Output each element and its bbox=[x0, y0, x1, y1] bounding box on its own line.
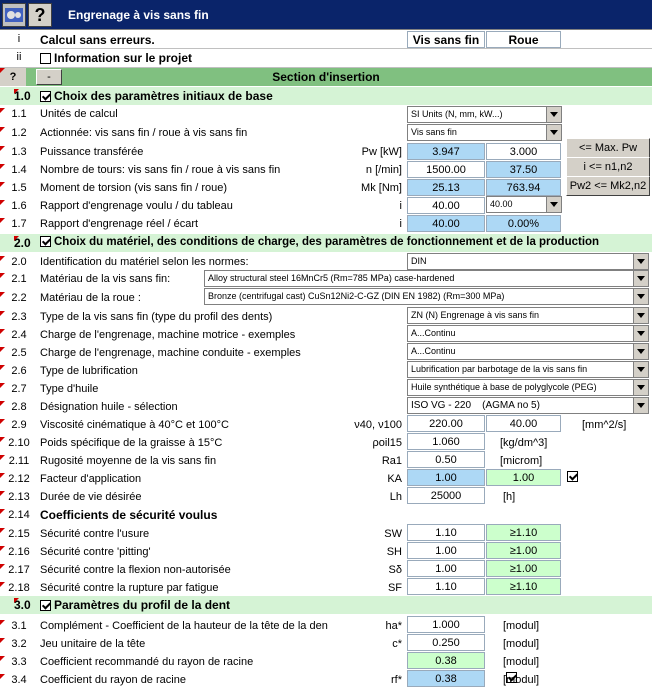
project-info-label: Information sur le projet bbox=[54, 51, 193, 65]
symbol-addendum-coefficient: ha* bbox=[385, 620, 402, 632]
section-1-header bbox=[0, 87, 652, 105]
viscosity-100-input[interactable]: 40.00 bbox=[486, 415, 561, 432]
driving-load-value: A...Continu bbox=[411, 328, 456, 338]
help-button[interactable]: ? bbox=[28, 3, 52, 27]
driving-load-dropdown[interactable] bbox=[407, 325, 649, 342]
viscosity-40-input[interactable]: 220.00 bbox=[407, 415, 485, 432]
row-number: 2.9 bbox=[0, 419, 38, 431]
label-safety-coefficients: Coefficients de sécurité voulus bbox=[40, 508, 218, 522]
chevron-down-icon[interactable] bbox=[546, 125, 561, 140]
row-number: 2.14 bbox=[0, 509, 38, 521]
project-info-checkbox[interactable] bbox=[40, 53, 51, 64]
material-standard-value: DIN bbox=[411, 256, 427, 266]
section-2-checkbox[interactable] bbox=[40, 236, 51, 247]
section-3-checkbox[interactable] bbox=[40, 600, 51, 611]
torque-wheel-value: 763.94 bbox=[486, 179, 561, 196]
chevron-down-icon[interactable] bbox=[633, 380, 648, 395]
label-roughness: Rugosité moyenne de la vis sans fin bbox=[40, 455, 217, 467]
symbol-oil-density: ρoil15 bbox=[372, 437, 402, 449]
roughness-input[interactable]: 0.50 bbox=[407, 451, 485, 468]
safety-fatigue-input[interactable]: 1.10 bbox=[407, 578, 485, 595]
row-number: 1.6 bbox=[0, 200, 38, 212]
recommended-root-radius-unit: [modul] bbox=[503, 656, 540, 668]
safety-fatigue-recommended: ≥1.10 bbox=[486, 578, 561, 595]
label-worm-type: Type de la vis sans fin (type du profil des dents) bbox=[40, 311, 273, 323]
label-oil-type: Type d'huile bbox=[40, 383, 99, 395]
lubrication-dropdown[interactable] bbox=[407, 361, 649, 378]
row-number: 2.18 bbox=[0, 582, 38, 594]
symbol-torque: Mk [Nm] bbox=[361, 182, 402, 194]
chevron-down-icon[interactable] bbox=[633, 271, 648, 286]
symbol-safety-pitting: SH bbox=[386, 546, 402, 558]
row-number: 1.1 bbox=[0, 108, 38, 120]
symbol-service-life: Lh bbox=[389, 491, 402, 503]
page-title: Engrenage à vis sans fin bbox=[68, 8, 209, 22]
service-life-input[interactable]: 25000 bbox=[407, 487, 485, 504]
ratio-wanted-input[interactable]: 40.00 bbox=[407, 197, 485, 214]
application-factor-value: 1.00 bbox=[407, 469, 485, 486]
safety-pitting-input[interactable]: 1.00 bbox=[407, 542, 485, 559]
max-power-button[interactable]: <= Max. Pw bbox=[566, 138, 650, 158]
chevron-down-icon[interactable] bbox=[633, 308, 648, 323]
power-from-torque-button[interactable]: Pw2 <= Mk2,n2 bbox=[566, 176, 650, 196]
label-driven-load: Charge de l'engrenage, machine conduite - exemples bbox=[40, 347, 301, 359]
chevron-down-icon[interactable] bbox=[633, 289, 648, 304]
row-number: 2.12 bbox=[0, 473, 38, 485]
lubrication-value: Lubrification par barbotage de la vis sans fin bbox=[411, 364, 588, 374]
roughness-unit: [microm] bbox=[500, 455, 543, 467]
row-number: 2.6 bbox=[0, 365, 38, 377]
label-root-radius: Coefficient du rayon de racine bbox=[40, 674, 186, 686]
safety-pitting-recommended: ≥1.00 bbox=[486, 542, 561, 559]
root-radius-input[interactable]: 0.38 bbox=[407, 670, 485, 687]
application-factor-checkbox[interactable] bbox=[567, 471, 578, 482]
application-factor-input[interactable]: 1.00 bbox=[486, 469, 561, 486]
label-ratio-wanted: Rapport d'engrenage voulu / du tableau bbox=[40, 200, 233, 212]
label-speed: Nombre de tours: vis sans fin / roue à vis sans fin bbox=[40, 164, 281, 176]
insertion-section-label: Section d'insertion bbox=[272, 70, 380, 84]
help-marker[interactable]: ? bbox=[0, 68, 26, 86]
column-header-worm: Vis sans fin bbox=[407, 31, 485, 48]
row-number: 2.17 bbox=[0, 564, 38, 576]
service-life-unit: [h] bbox=[503, 491, 516, 503]
chevron-down-icon[interactable] bbox=[633, 344, 648, 359]
label-recommended-root-radius: Coefficient recommandé du rayon de racine bbox=[40, 656, 254, 668]
section-2-header bbox=[0, 234, 652, 252]
label-torque: Moment de torsion (vis sans fin / roue) bbox=[40, 182, 228, 194]
row-number: 2.3 bbox=[0, 311, 38, 323]
viscosity-unit: [mm^2/s] bbox=[582, 419, 627, 431]
row-number: i bbox=[17, 33, 21, 45]
row-number: 1.4 bbox=[0, 164, 38, 176]
chevron-down-icon[interactable] bbox=[633, 362, 648, 377]
insertion-section-row bbox=[0, 68, 652, 86]
label-oil-density: Poids spécifique de la graisse à 15°C bbox=[40, 437, 223, 449]
torque-worm-value: 25.13 bbox=[407, 179, 485, 196]
section-2-title: Choix du matériel, des conditions de charge, des paramètres de fonctionnement et de la production bbox=[54, 236, 600, 248]
section-3-header bbox=[0, 596, 652, 614]
row-number: 3.3 bbox=[0, 656, 38, 668]
symbol-viscosity: ν40, ν100 bbox=[354, 419, 402, 431]
row-number: 1.7 bbox=[0, 218, 38, 230]
column-header-wheel: Roue bbox=[486, 31, 561, 48]
label-safety-wear: Sécurité contre l'usure bbox=[40, 528, 150, 540]
row-number: 1.5 bbox=[0, 182, 38, 194]
symbol-ratio-real: i bbox=[399, 218, 402, 230]
ratio-deviation-value: 0.00% bbox=[486, 215, 561, 232]
label-safety-fatigue: Sécurité contre la rupture par fatigue bbox=[40, 582, 219, 594]
power-wheel-input[interactable]: 3.000 bbox=[486, 143, 561, 160]
chevron-down-icon[interactable] bbox=[633, 254, 648, 269]
status-row bbox=[0, 31, 652, 48]
label-application-factor: Facteur d'application bbox=[40, 473, 142, 485]
project-info-row bbox=[0, 49, 652, 67]
status-text: Calcul sans erreurs. bbox=[40, 33, 155, 47]
ratio-table-value: 40.00 bbox=[490, 199, 513, 209]
symbol-speed: n [/min] bbox=[365, 164, 402, 176]
label-lubrication: Type de lubrification bbox=[40, 365, 138, 377]
app-icon[interactable] bbox=[2, 3, 26, 27]
label-power: Puissance transférée bbox=[40, 146, 144, 158]
symbol-tip-clearance: c* bbox=[392, 638, 402, 650]
safety-wear-recommended: ≥1.10 bbox=[486, 524, 561, 541]
label-tip-clearance: Jeu unitaire de la tête bbox=[40, 638, 146, 650]
addendum-coefficient-input[interactable]: 1.000 bbox=[407, 616, 485, 633]
row-number: 3.1 bbox=[0, 620, 38, 632]
oil-density-input[interactable]: 1.060 bbox=[407, 433, 485, 450]
symbol-roughness: Ra1 bbox=[381, 455, 402, 467]
symbol-application-factor: KA bbox=[387, 473, 402, 485]
row-number: 1.3 bbox=[0, 146, 38, 158]
worm-material-value: Alloy structural steel 16MnCr5 (Rm=785 MPa) case-hardened bbox=[208, 273, 455, 283]
row-number: 2.5 bbox=[0, 347, 38, 359]
tip-clearance-unit: [modul] bbox=[503, 638, 540, 650]
material-standard-dropdown[interactable] bbox=[407, 253, 649, 270]
safety-wear-input[interactable]: 1.10 bbox=[407, 524, 485, 541]
oil-designation-value: ISO VG - 220 (AGMA no 5) bbox=[411, 400, 540, 411]
safety-deflection-input[interactable]: 1.00 bbox=[407, 560, 485, 577]
oil-designation-dropdown[interactable] bbox=[407, 397, 649, 414]
row-number: 2.10 bbox=[0, 437, 38, 449]
label-safety-pitting: Sécurité contre 'pitting' bbox=[40, 546, 151, 558]
root-radius-unit: [modul] bbox=[503, 674, 540, 686]
recommended-root-radius-value: 0.38 bbox=[407, 652, 485, 669]
driven-value: Vis sans fin bbox=[411, 127, 457, 137]
label-wheel-material: Matériau de la roue : bbox=[40, 292, 141, 304]
row-number: 3.4 bbox=[0, 674, 38, 686]
chevron-down-icon[interactable] bbox=[546, 107, 561, 122]
row-number: 2.11 bbox=[0, 455, 38, 467]
section-number: 1.0 bbox=[14, 89, 31, 103]
collapse-button[interactable]: - bbox=[36, 69, 62, 85]
label-ratio-real: Rapport d'engrenage réel / écart bbox=[40, 218, 199, 230]
row-number: 2.15 bbox=[0, 528, 38, 540]
symbol-safety-fatigue: SF bbox=[387, 582, 402, 594]
row-number: 2.16 bbox=[0, 546, 38, 558]
ratio-real-value: 40.00 bbox=[407, 215, 485, 232]
label-safety-deflection: Sécurité contre la flexion non-autorisée bbox=[40, 564, 231, 576]
section-3-title: Paramètres du profil de la dent bbox=[54, 598, 231, 612]
row-number: 3.2 bbox=[0, 638, 38, 650]
symbol-root-radius: rf* bbox=[391, 674, 402, 686]
section-1-title: Choix des paramètres initiaux de base bbox=[54, 89, 273, 103]
ratio-from-speeds-button[interactable]: i <= n1,n2 bbox=[566, 157, 650, 177]
units-dropdown[interactable] bbox=[407, 106, 562, 123]
label-worm-material: Matériau de la vis sans fin: bbox=[40, 273, 171, 285]
chevron-down-icon[interactable] bbox=[633, 326, 648, 341]
driven-dropdown[interactable] bbox=[407, 124, 562, 141]
section-1-checkbox[interactable] bbox=[40, 91, 51, 102]
row-number: 2.7 bbox=[0, 383, 38, 395]
worm-material-dropdown[interactable] bbox=[204, 270, 649, 287]
symbol-ratio: i bbox=[399, 200, 402, 212]
row-number: 1.2 bbox=[0, 127, 38, 139]
ratio-table-dropdown[interactable] bbox=[486, 196, 562, 213]
label-units: Unités de calcul bbox=[40, 108, 118, 120]
wheel-material-value: Bronze (centrifugal cast) CuSn12Ni2-C-GZ (DIN EN 1982) (Rm=300 MPa) bbox=[208, 291, 505, 301]
safety-deflection-recommended: ≥1.00 bbox=[486, 560, 561, 577]
addendum-coefficient-unit: [modul] bbox=[503, 620, 540, 632]
row-number: 2.4 bbox=[0, 329, 38, 341]
section-number: 2.0 bbox=[14, 236, 31, 250]
row-number: 2.1 bbox=[0, 273, 38, 285]
label-material-standard: Identification du matériel selon les normes: bbox=[40, 256, 249, 268]
row-number: 2.13 bbox=[0, 491, 38, 503]
oil-density-unit: [kg/dm^3] bbox=[500, 437, 548, 449]
label-service-life: Durée de vie désirée bbox=[40, 491, 142, 503]
label-viscosity: Viscosité cinématique à 40°C et 100°C bbox=[40, 419, 229, 431]
power-worm-input[interactable]: 3.947 bbox=[407, 143, 485, 160]
symbol-power: Pw [kW] bbox=[361, 146, 402, 158]
oil-type-value: Huile synthétique à base de polyglycole (PEG) bbox=[411, 382, 597, 392]
speed-wheel-value: 37.50 bbox=[486, 161, 561, 178]
label-driving-load: Charge de l'engrenage, machine motrice - exemples bbox=[40, 329, 296, 341]
wheel-material-dropdown[interactable] bbox=[204, 288, 649, 305]
oil-type-dropdown[interactable] bbox=[407, 379, 649, 396]
section-number: 3.0 bbox=[14, 598, 31, 612]
chevron-down-icon[interactable] bbox=[546, 197, 561, 212]
driven-load-dropdown[interactable] bbox=[407, 343, 649, 360]
driven-load-value: A...Continu bbox=[411, 346, 456, 356]
label-driven: Actionnée: vis sans fin / roue à vis sans fin bbox=[40, 127, 248, 139]
speed-worm-input[interactable]: 1500.00 bbox=[407, 161, 485, 178]
label-addendum-coefficient: Complément - Coefficient de la hauteur de la tête de la den bbox=[40, 620, 328, 632]
worm-type-dropdown[interactable] bbox=[407, 307, 649, 324]
symbol-safety-wear: SW bbox=[384, 528, 402, 540]
row-number: ii bbox=[16, 51, 22, 63]
tip-clearance-input[interactable]: 0.250 bbox=[407, 634, 485, 651]
chevron-down-icon[interactable] bbox=[633, 398, 648, 413]
worm-type-value: ZN (N) Engrenage à vis sans fin bbox=[411, 310, 540, 320]
symbol-safety-deflection: Sδ bbox=[388, 564, 402, 576]
row-number: 2.2 bbox=[0, 292, 38, 304]
row-number: 2.8 bbox=[0, 401, 38, 413]
units-value: SI Units (N, mm, kW...) bbox=[411, 109, 503, 119]
label-oil-designation: Désignation huile - sélection bbox=[40, 401, 178, 413]
row-number: 2.0 bbox=[0, 256, 38, 268]
